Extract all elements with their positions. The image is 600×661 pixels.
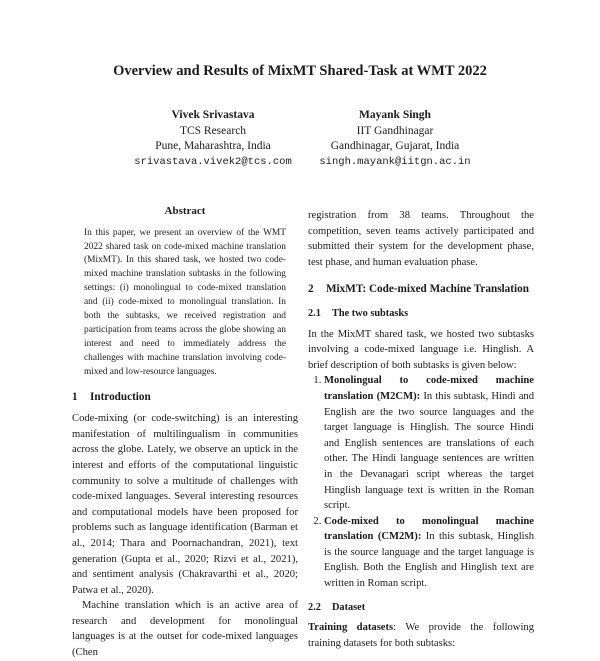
- list-item: [324, 514, 534, 592]
- subsection-title: The two subtasks: [332, 307, 409, 319]
- abstract-text: In this paper, we present an overview of the WMT 2022 shared task on code-mixed machine translation (MixMT). In this shared task, we hosted two code-mixed machine translation subtasks in the following settings: (i) monolingual to code-mixed translation and (ii) code-mixed to monolingual translation. In both the subtasks, we received registration and participation from teams across the globe showing an interest and need to immediately address the challenges with machine translation involving code-mixed and low-resource languages.: [84, 227, 286, 377]
- section-title: MixMT: Code-mixed Machine Translation: [326, 283, 529, 296]
- subsection-title: Dataset: [332, 601, 366, 613]
- subsection-heading-subtasks: [308, 306, 534, 322]
- list-item: [324, 373, 534, 513]
- left-column: [72, 204, 298, 661]
- author-location: Pune, Maharashtra, India: [155, 140, 271, 152]
- subtask-list: [308, 373, 534, 591]
- introduction-paragraph-2: Machine translation which is an active area of research and development for monolingual languages is at the outset for code-mixed languages (Chen: [72, 600, 298, 659]
- section-number: 2: [308, 283, 314, 296]
- introduction-paragraph-1: Code-mixing (or code-switching) is an interesting manifestation of multilingualism in communities across the globe. Lately, we observe an uptick in the interest and efforts of the computational linguistic community to solve a multitude of challenges with code-mixed languages. Several interesting resources and computational models have been proposed for problems such as language identification (Barman et al., 2014; Thara and Poornachandran, 2021), text generation (Gupta et al., 2020; Rizvi et al., 2021), and sentiment analysis (Chakravarthi et al., 2020; Patwa et al., 2020).: [72, 413, 298, 596]
- list-item-text: In this subtask, Hinglish is the source language and the target language is English. Both the English and Hinglish text are written in Roman script.: [324, 531, 534, 590]
- paper-title: Overview and Results of MixMT Shared-Task at WMT 2022: [113, 63, 487, 79]
- subtasks-intro-paragraph: In the MixMT shared task, we hosted two subtasks involving a code-mixed language i.e. Hinglish. A brief description of both subtasks is given below:: [308, 328, 534, 371]
- dataset-term: Training datasets: [308, 622, 394, 634]
- author-name: Vivek Srivastava: [171, 109, 255, 121]
- section-number: 1: [72, 390, 78, 403]
- section-title: Introduction: [90, 390, 151, 403]
- author-affiliation: IIT Gandhinagar: [356, 124, 434, 137]
- subsection-number: 2.1: [308, 307, 321, 319]
- list-item-term: Code-mixed to monolingual machine translation (CM2M):: [324, 515, 534, 543]
- author-block-1: [118, 108, 308, 170]
- list-item-term: Monolingual to code-mixed machine translation (M2CM):: [324, 375, 534, 402]
- right-column: [308, 208, 534, 651]
- author-block-2: [300, 108, 490, 170]
- continued-paragraph: registration from 38 teams. Throughout the competition, seven teams actively participated and submitted their system for the development phase, test phase, and human evaluation phase.: [308, 210, 534, 268]
- abstract-heading: Abstract: [164, 205, 206, 217]
- subsection-heading-dataset: [308, 600, 534, 616]
- author-location: Gandhinagar, Gujarat, India: [330, 140, 460, 152]
- author-name: Mayank Singh: [359, 109, 431, 121]
- dataset-text: : We provide the following training datasets for both subtasks:: [308, 622, 534, 649]
- section-heading-mixmt: [308, 282, 534, 298]
- author-affiliation: TCS Research: [179, 124, 247, 137]
- section-heading-introduction: [72, 390, 298, 406]
- dataset-paragraph: [308, 620, 534, 651]
- author-email: srivastava.vivek2@tcs.com: [134, 155, 292, 168]
- list-item-text: In this subtask, Hindi and English are the two source languages and the target language is Hinglish. The source Hindi and English sentences are translations of each other. The Hindi language sentences are written in the Devanagari script whereas the target Hinglish language text is written in the Roman script.: [324, 390, 535, 512]
- subsection-number: 2.2: [308, 601, 321, 613]
- author-email: singh.mayank@iitgn.ac.in: [319, 155, 471, 168]
